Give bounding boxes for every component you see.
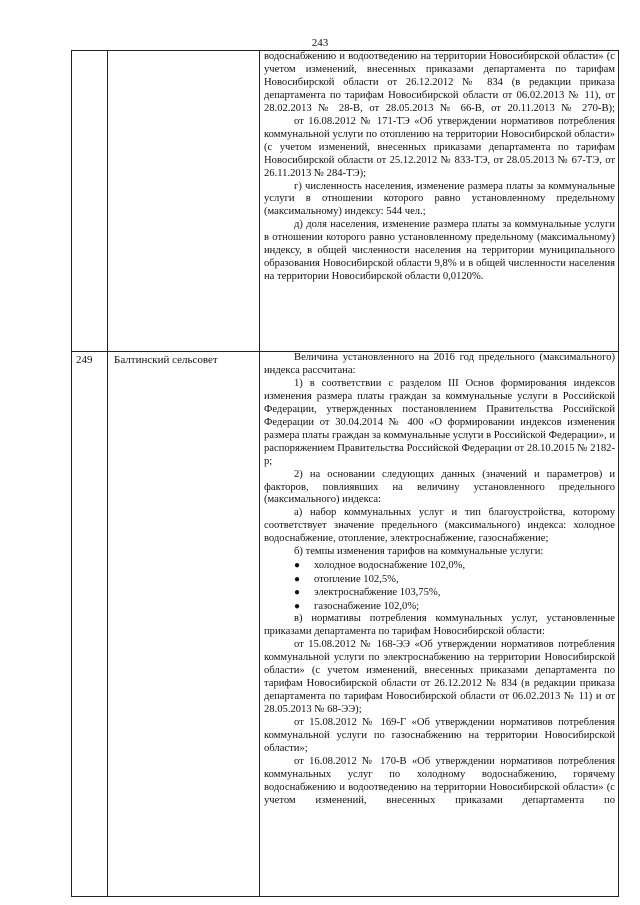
municipality-name-cell: Балтинский сельсовет [108, 352, 260, 897]
paragraph: д) доля населения, изменение размера платы за коммунальные услуги в отношении которого равно установленному предельному (максимальному) индексу, в общей численности населения на территории муниципального образования Новосибирской области 9,8% и в общей численности населения на территории Новосибирской области 0,0120%. [264, 219, 615, 283]
list-item: ● электроснабжение 103,75%, [294, 587, 441, 599]
paragraph: 1) в соответствии с разделом III Основ формирования индексов изменения размера платы граждан за коммунальные услуги в Российской Федерации, утвержденных постановлением Правительства Российской Федерации от 30.04.2014 № 400 «О формировании индексов изменения размера платы граждан за коммунальные услуги в Российской Федерации», и распоряжением Правительства Российской Федерации от 28.10.2015 № 2182-р; [264, 377, 615, 467]
list-item: ● газоснабжение 102,0%; [294, 600, 420, 612]
paragraph: 2) на основании следующих данных (значений и параметров) и факторов, повлиявших на величину установленного предельного (максимального) индекса: [264, 468, 615, 506]
row-number-cell [72, 51, 108, 352]
paragraph: от 16.08.2012 № 170-В «Об утверждении нормативов потребления коммунальных услуг по холодному водоснабжению, горячему водоснабжению и водоотведению на территории Новосибирской области» (с учетом изменений, внесенных приказами департамента по [264, 755, 615, 806]
paragraph: а) набор коммунальных услуг и тип благоустройства, которому соответствует значение предельного (максимального) индекса: холодное водоснабжение, отопление, электроснабжение, газоснабжение; [264, 507, 615, 545]
municipality-name-cell [108, 51, 260, 352]
bullet-dot-icon: ● [294, 587, 301, 599]
paragraph: б) темпы изменения тарифов на коммунальные услуги: [294, 546, 544, 558]
bullet-dot-icon: ● [294, 573, 301, 585]
paragraph: от 15.08.2012 № 168-ЭЭ «Об утверждении нормативов потребления коммунальной услуги по электроснабжению на территории Новосибирской области» (с учетом изменений, внесенных приказами департамента по тарифам Новосибирской области от 26.12.2012 № 834 (в редакции приказа департамента по тарифам Новосибирской области от 06.02.2013 № 11) и от 28.05.2013 № 68-ЭЭ); [264, 639, 615, 715]
description-cell [260, 352, 619, 897]
description-cell [260, 51, 619, 352]
row-number-cell: 249 [72, 352, 108, 897]
tariff-rate-list [264, 559, 615, 613]
paragraph: от 16.08.2012 № 171-ТЭ «Об утверждении нормативов потребления коммунальной услуги по отоплению на территории Новосибирской области» (с учетом изменений, внесенных приказами департамента по тарифам Новосибирской области от 25.12.2012 № 833-ТЭ, от 28.05.2013 № 67-ТЭ, от 26.11.2013 № 284-ТЭ); [264, 115, 615, 179]
list-item: ● отопление 102,5%, [294, 573, 399, 585]
page-number: 243 [311, 37, 329, 49]
bullet-dot-icon: ● [294, 560, 301, 572]
table-row [72, 51, 619, 352]
table-row [72, 352, 619, 897]
paragraph: от 15.08.2012 № 169-Г «Об утверждении нормативов потребления коммунальной услуги по газоснабжению на территории Новосибирской области»; [264, 716, 615, 754]
document-table [71, 50, 619, 897]
paragraph: Величина установленного на 2016 год предельного (максимального) индекса рассчитана: [264, 352, 615, 376]
paragraph: водоснабжению и водоотведению на территории Новосибирской области» (с учетом изменений, внесенных приказами департамента по тарифам Новосибирской области от 26.12.2012 № 834 (в редакции приказа департамента по тарифам Новосибирской области от 06.02.2013 № 11), от 28.02.2013 № 28-В, от 28.05.2013 № 66-В, от 20.11.2013 № 270-В); [264, 51, 615, 114]
list-item: ● холодное водоснабжение 102,0%, [294, 560, 466, 572]
paragraph: в) нормативы потребления коммунальных услуг, установленные приказами департамента по тарифам Новосибирской области: [264, 613, 615, 638]
paragraph: г) численность населения, изменение размера платы за коммунальные услуги в отношении которого равно установленному предельному (максимальному) индексу: 544 чел.; [264, 180, 615, 218]
bullet-dot-icon: ● [294, 600, 301, 612]
